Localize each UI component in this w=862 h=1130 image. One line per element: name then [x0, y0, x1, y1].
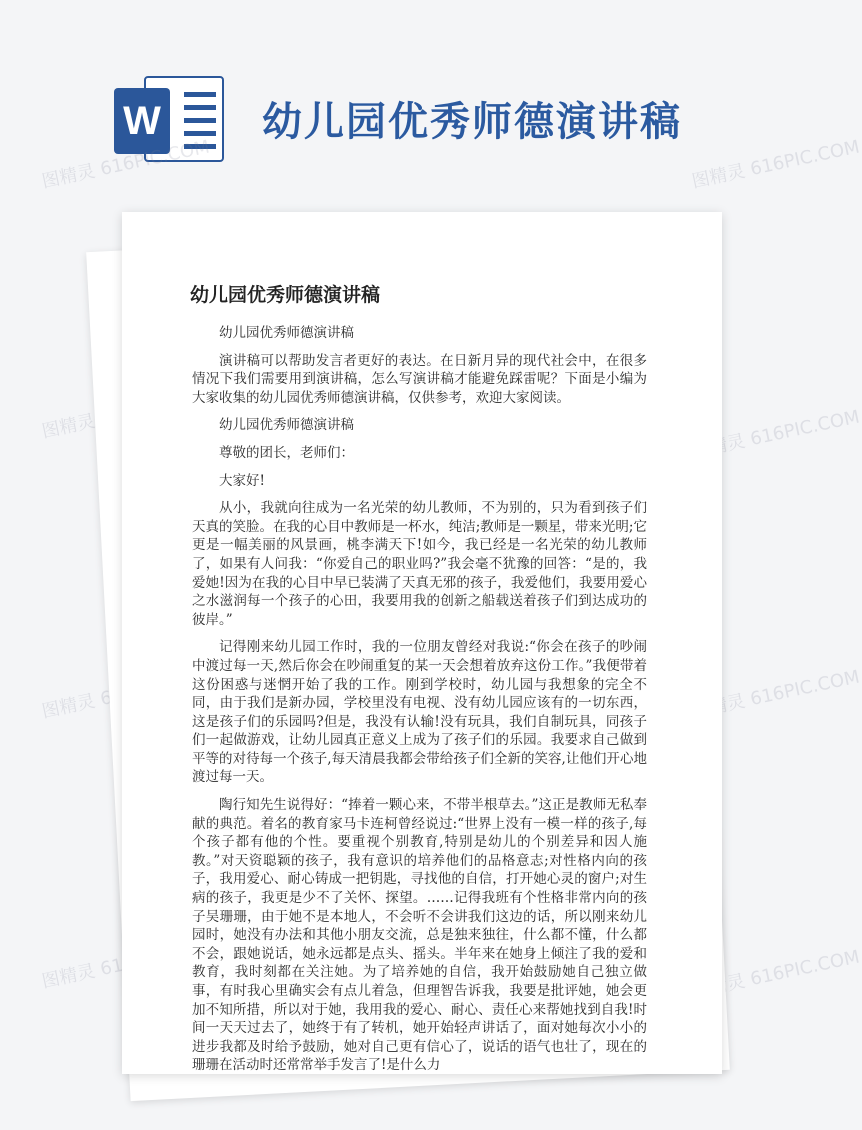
paragraph: 幼儿园优秀师德演讲稿 — [219, 325, 354, 341]
doc-line — [184, 118, 216, 123]
paragraph: 从小，我就向往成为一名光荣的幼儿教师，不为别的，只为看到孩子们天真的笑脸。在我的心目中教师是一杯水，纯洁;教师是一颗星，带来光明;它更是一幅美丽的风景画，桃李满天下!如今，我已经是一名光荣的幼儿教师了，如果有人问我：“你爱自己的职业吗?”我会毫不犹豫的回答：“是的，我爱她!因为在我的心目中早已装满了天真无邪的孩子，我爱他们，我要用爱心之水滋润每一个孩子的心田，我要用我的创新之船载送着孩子们到达成功的彼岸。” — [192, 500, 647, 628]
word-badge-letter: W — [114, 88, 170, 154]
document-page[interactable] — [122, 212, 722, 1074]
watermark: 图精灵 616PIC.COM — [689, 406, 862, 463]
doc-line — [184, 92, 216, 97]
doc-line — [184, 144, 216, 149]
paragraph: 记得刚来幼儿园工作时，我的一位朋友曾经对我说:“你会在孩子的吵闹中渡过每一天,然后你会在吵闹重复的某一天会想着放弃这份工作。”我便带着这份困惑与迷惘开始了我的工作。刚到学校时，幼儿园与我想象的完全不同，由于我们是新办园，学校里没有电视、没有幼儿园应该有的一切东西，这是孩子们的乐园吗?但是，我没有认输!没有玩具，我们自制玩具，同孩子们一起做游戏，让幼儿园真正意义上成为了孩子们的乐园。我要求自己做到平等的对待每一个孩子,每天清晨我都会带给孩子们全新的笑容,让他们开心地渡过每一天。 — [192, 639, 647, 786]
watermark: 图精灵 — [39, 410, 98, 443]
document-title: 幼儿园优秀师德演讲稿 — [190, 284, 381, 306]
paragraph: 尊敬的团长，老师们： — [219, 444, 354, 461]
header — [0, 0, 800, 200]
doc-line — [184, 131, 216, 136]
word-document-icon — [110, 70, 228, 166]
watermark: 图精灵 616PIC.COM — [689, 666, 862, 723]
watermark: 图精灵 — [39, 690, 98, 723]
watermark: 图精灵 616PIC.COM — [689, 946, 862, 1003]
doc-line — [184, 105, 216, 110]
paragraph: 幼儿园优秀师德演讲稿 — [219, 417, 354, 434]
paragraph: 陶行知先生说得好：“捧着一颗心来，不带半根草去。”这正是教师无私奉献的典范。着名的教育家马卡连柯曾经说过:“世界上没有一模一样的孩子,每个孩子都有他的个性。要重视个别教育,特别是幼儿的个别差异和因人施教。”对天资聪颖的孩子，我有意识的培养他们的品格意志;对性格内向的孩子，我用爱心、耐心铸成一把钥匙，寻找他的自信，打开她心灵的窗户;对生病的孩子，我更是少不了关怀、探望。……记得我班有个性格非常内向的孩子吴珊珊，由于她不是本地人，不会听不会讲我们这边的话，所以刚来幼儿园时，她没有办法和其他小朋友交流，总是独来独往，什么都不懂，什么都不会，跟她说话，她永远都是点头、摇头。半年来在她身上倾注了我的爱和教育，我时刻都在关注她。为了培养她的自信，我开始鼓励她自己独立做事，有时我心里确实会有点儿着急，但理智告诉我，我要是批评她，她会更加不知所措，所以对于她，我用我的爱心、耐心、责任心来帮她找到自我!时间一天天过去了，她终于有了转机，她开始轻声讲话了，面对她每次小小的进步我都及时给予鼓励，她对自己更有信心了，说话的语气也壮了，现在的珊珊在活动时还常常举手发言了!是什么力 — [192, 797, 647, 1074]
document-body — [192, 324, 647, 1084]
watermark: 图精灵 616PIC.COM — [689, 136, 862, 193]
watermark: 图精灵 — [39, 960, 98, 993]
watermark: 图精灵 616PIC.COM — [39, 136, 212, 193]
page-title: 幼儿园优秀师德演讲稿 — [262, 99, 682, 145]
paragraph: 大家好! — [219, 472, 265, 489]
paragraph: 演讲稿可以帮助发言者更好的表达。在日新月异的现代社会中，在很多情况下我们需要用到演讲稿，怎么写演讲稿才能避免踩雷呢？下面是小编为大家收集的幼儿园优秀师德演讲稿，仅供参考，欢迎大家阅读。 — [192, 352, 647, 406]
